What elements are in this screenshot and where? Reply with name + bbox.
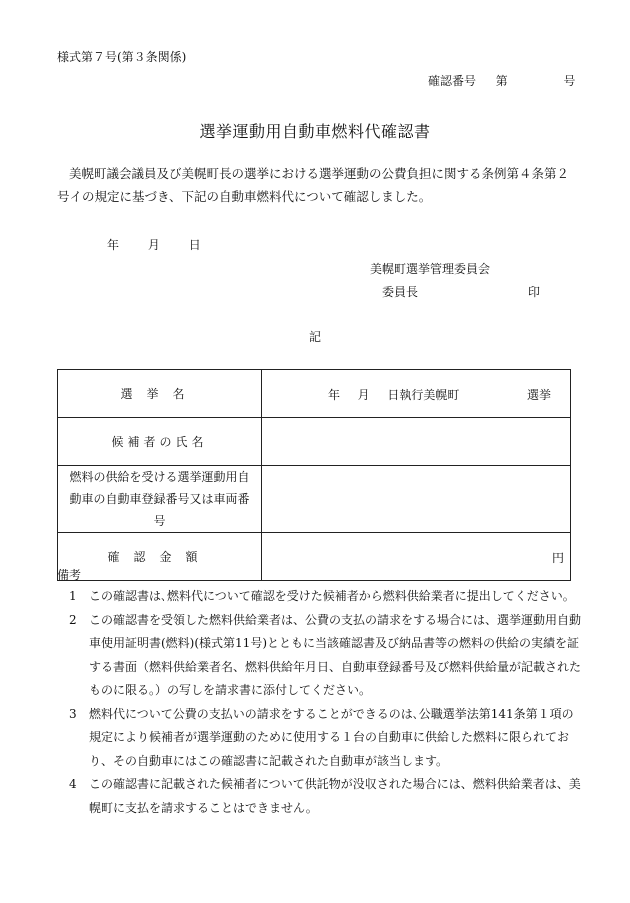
document-title: 選挙運動用自動車燃料代確認書 [199, 122, 431, 141]
yen-unit: 円 [551, 551, 564, 565]
remark-number: 3 [69, 706, 77, 721]
confirmation-number [428, 72, 575, 89]
remarks-list [57, 585, 582, 820]
intro-paragraph: 美幌町議会議員及び美幌町長の選挙における選挙運動の公費負担に関する条例第４条第２号イの規定に基づき、下記の自動車燃料代について確認しました。 [57, 166, 570, 204]
confirmed-amount-value [262, 533, 571, 581]
confirmation-number-dai: 第 [495, 74, 508, 88]
committee-chair: 委員長 [382, 285, 419, 299]
remark-text: この確認書を受領した燃料供給業者は、公費の支払の請求をする場合には、選挙運動用自動車使用証明書(燃料)(様式第11号)とともに当該確認書及び納品書等の燃料の供給の実績を証する書面（燃料供給業者名、燃料供給年月日、自動車登録番号及び燃料供給量が記載されたものに限る。）の写しを請求書に添付してください。 [89, 612, 582, 697]
ki-heading: 記 [309, 330, 322, 344]
election-month: 月 [357, 388, 370, 402]
list-item [57, 703, 582, 774]
committee-name: 美幌町選挙管理委員会 [370, 262, 491, 276]
election-name-label: 選挙名 [58, 370, 262, 418]
date-year: 年 [107, 238, 120, 252]
candidate-name-value [262, 418, 571, 466]
list-item [57, 773, 582, 820]
remark-number: 4 [69, 777, 77, 791]
remark-number: 2 [69, 612, 77, 627]
list-item [57, 585, 582, 609]
date-day: 日 [188, 238, 201, 252]
remark-number: 1 [69, 589, 77, 603]
election-year: 年 [328, 388, 341, 402]
date-line [107, 236, 226, 253]
election-held-town: 日執行美幌町 [387, 388, 460, 402]
election-name-value [262, 370, 571, 418]
candidate-name-label: 候補者の氏名 [58, 418, 262, 466]
remark-text: 燃料代について公費の支払いの請求をすることができるのは､公職選挙法第141条第１項の規定により候補者が選挙運動のために使用する１台の自動車に供給した燃料に限られており、その自動車にはこの確認書に記載された自動車が該当します。 [89, 706, 574, 768]
confirmation-number-label: 確認番号 [428, 74, 477, 88]
seal-mark: 印 [528, 285, 541, 299]
remark-text: この確認書に記載された候補者について供託物が没収された場合には、燃料供給業者は、美幌町に支払を請求することはできません。 [89, 777, 581, 815]
confirmed-amount-label: 確認金額 [58, 533, 262, 581]
table-row [58, 533, 571, 581]
vehicle-number-value [262, 466, 571, 533]
table-row [58, 466, 571, 533]
confirmation-table [57, 369, 571, 581]
date-month: 月 [147, 238, 160, 252]
table-row [58, 370, 571, 418]
remark-text: この確認書は､燃料代について確認を受けた候補者から燃料供給業者に提出してください。 [89, 589, 575, 603]
table-row [58, 418, 571, 466]
vehicle-number-label: 燃料の供給を受ける選挙運動用自動車の自動車登録番号又は車両番号 [58, 466, 262, 533]
form-number: 様式第７号(第３条関係) [57, 50, 187, 64]
confirmation-number-go: 号 [563, 74, 576, 88]
list-item [57, 609, 582, 703]
remarks-heading: 備考 [57, 568, 82, 582]
election-type: 選挙 [527, 388, 552, 402]
